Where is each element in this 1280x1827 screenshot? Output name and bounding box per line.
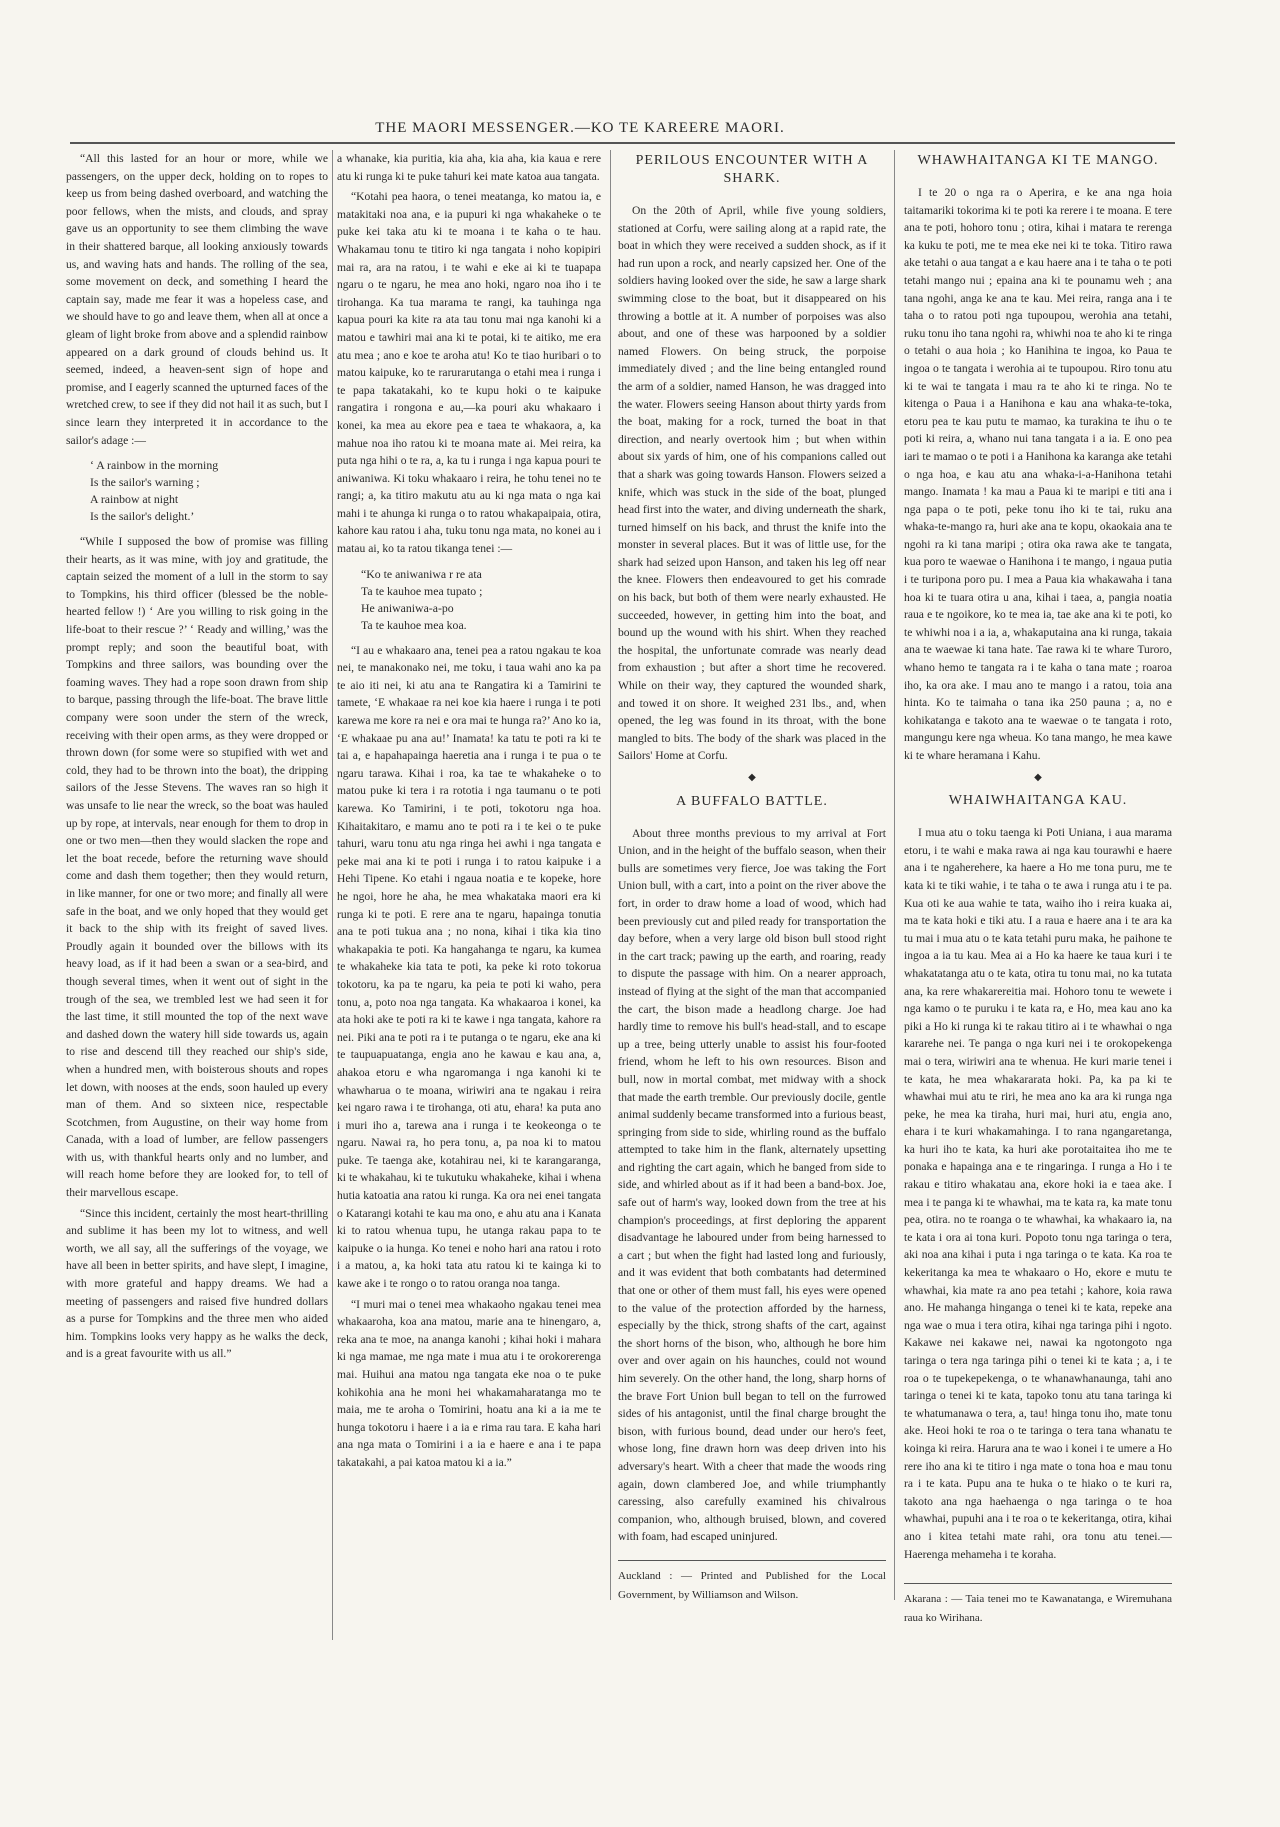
verse-line: He aniwaniwa-a-po: [361, 600, 454, 615]
article-paragraph: I mua atu o toku taenga ki Poti Uniana, i aua marama etoru, i te wahi e maka rawa ai nga kau tourawhi e haere ana i te ngaherehere, ka haere a Ho me tona puru, me te kata ki te tiki wahie, i te taha o te awa i runga atu i te pa. Kua oti ke aua wahie te tata, waiho iho i reira kuaka ai, ma te kata hoki e tiki atu. I a raua e haere ana i te ara ka tu mai i mua atu o te kata tetahi puru maka, he paihone te ingoa a ia tu kau. Mea ai a Ho ka haere ke taua kuri i te whakatatanga atu o te kata, otira tu tonu mai, no ka tutata ana, ka rere whakarereitia mai. Hohoro tonu te wewete i nga kamo o te puruku i te kata ra, e Ho, mea kau ano ka piki a Ho ki runga ki te rakau titiro ai i te whawhai o nga kararehe nei. Te panga o nga kuri nei i te orokopekenga mai o tera, wiriwiri ana te whenua. He kuri marie tenei i te kata, he mea whakararata hoki. Pa, ka pa ki te whawhai mui atu te riri, he mea ano ka ara ki runga nga peke, he mea ka tiraha, huri mai, huri atu, engia ano, ehara i te kuri whakamahinga. I to rana ngangaretanga, ka huri iho te kata, ka huri ake porotaitaitea iho me te ponaka e hapainga ana e te ringaringa. I runga a Ho i te rakau e titiro whakatau ana, ekore hoki ia e taea ake. I mea i te panga ki te whawhai, ma te kata ra, ka mate tonu pea, otira. no te roanga o te whawhai, ka whakaaro ia, na te kata i ora ai tona kuri. Popoto tonu nga taringa o tera, aki noa ana kihai i puta i nga taringa o te kata. Ka roa te kekeritanga ka mea te whakaaro o Ho, ekore e mutu te whawhai, kia mate ra ano pea tetahi ; kahore, koia rawa ano. He mahanga hinganga o tenei ki te kata, repeke ana nga wae o mua i tera otira, kihai nga taringa pihi i ngoto. Kakawe nei kakawe nei, nawai ka ngotongoto nga taringa o tera nga taringa pihi o tenei ki te kata ; a, i te roa o te tupekepekenga, o te whanawhanaunga, tahi ano taringa o tenei ki te kata, tapoko tonu atu tana taringa ki te whatumanawa o tera, a, tau! hinga tonu iho, mate tonu ake. Heoi hoki te roa o te taringa o tera tana whanatu te koinga ki reira. Harura ana te wao i konei i te umere a Ho rere iho ana ki te titiro i nga mate o tona hoa e mau tonu ra i te kata. Pupu ana te huka o te hiako o te kuri ra, takoto ana nga haehaenga o nga taringa o te hoa whawhai, pupuhi ana i te roa o te kekeritanga, otira, kihai ano i kitea tetahi mate rahi, ora tonu atu tenei.—Haerenga mehameha i te koraha.: [904, 826, 1172, 1561]
verse-line: A rainbow at night: [90, 492, 179, 507]
column-1: [66, 150, 328, 1710]
column-4: [904, 150, 1172, 1710]
article-paragraph: “Kotahi pea haora, o tenei meatanga, ko matou ia, e matakitaki noa ana, e ia pupuri ki nga whakaheke o te puke kei taka atu ki te moana i te kaha o te hau. Whakamau tonu te titiro ki nga tangata i noho kopipiri mai ra, ara na ratou, i te wahi e eke ai ki te tuapapa ngaru o te ngaru, he mea ano hoki, ngaro noa iho i te tirohanga. Ka tua marama te rangi, ka tauhinga nga kapua pouri ka kite ra ata tau tonu mai nga kanohi ki a matou e tawhiri mai ana ki te potai, ki te aitiko, me era atu mea ; ano e koe te aroha atu! Ko te tiao huribari o to matou kaipuke, ko te rarurarutanga o etahi mea i runga i te papa takatakahi, ko te kupu hoki o te kaipuke rangatira i rongona e au,—ka pouri aku whakaaro i konei, ka mea au ekore pea e taea te whakaora, a, ka mahue noa iho ratou ki te moana mate ai. Mei reira, ka puta nga hihi o te ra, a, ka tu i runga i nga kapua pouri te aniwaniwa. Ki toku whakaaro i reira, he tohu tenei no te rangi; a, ka titiro makutu atu au ki nga mata o nga kai mahi i te ahunga ki runga o to ratou whakapaipaia, otira, kahore kau ratou i aha, tuku tonu nga mata, no konei au i matau ai, ko ta ratou tikanga tenei :—: [337, 190, 601, 556]
headline-kau: WHAIWHAITANGA KAU.: [948, 793, 1128, 809]
masthead-rule: [70, 142, 1175, 144]
verse-line: “Ko te aniwaniwa r re ata: [361, 566, 482, 581]
verse-line: ‘ A rainbow in the morning: [90, 458, 219, 473]
divider-ornament: ◆: [748, 772, 756, 783]
article-paragraph: “Since this incident, certainly the most heart-thrilling and sublime it has been my lot to witness, and well worth, we all say, all the sufferings of the voyage, we have all been in better spirits, and have slept, I imagine, with more grateful and happy dreams. We had a meeting of passengers and raised five hundred dollars as a purse for Tompkins and the three men who aided him. Tompkins looks very happy as he walks the deck, and is a great favourite with us all.”: [66, 1206, 328, 1361]
headline-buffalo: A BUFFALO BATTLE.: [676, 793, 828, 809]
column-2: [337, 150, 601, 1670]
article-paragraph: On the 20th of April, while five young soldiers, stationed at Corfu, were sailing along at a rapid rate, the boat in which they were received a sudden shock, as if it had run upon a rock, and nearly capsized her. One of the soldiers having looked over the side, he saw a large shark swimming close to the boat, but it disappeared on his throwing a bottle at it. A number of porpoises was also about, and one of these was harpooned by a soldier named Flowers. On being struck, the porpoise immediately dived ; and the line being entangled round the arm of a soldier, named Hanson, he was dragged into the water. Flowers seeing Hanson about thirty yards from the boat, making for a rock, turned the boat in that direction, and nearly overtook him ; but when within about six yards of him, one of his companions called out that a shark was going towards Hanson. Flowers seized a knife, which was stuck in the side of the boat, plunged head first into the water, and diving underneath the shark, turned himself on his back, and thrust the knife into the monster in several places. But it was of little use, for the shark had seized upon Hanson, and taken his leg off near the knee. Flowers then endeavoured to get his comrade on his back, but both of them were nearly exhausted. He succeeded, however, in getting him into the boat, and bound up the wound with his shirt. When they reached the hospital, the unfortunate comrade was nearly dead from exhaustion ; but after a short time he recovered. While on their way, they captured the wounded shark, and towed it on shore. It weighed 231 lbs., and, when opened, the leg was found in its throat, with the bone mangled to bits. The body of the shark was placed in the Sailors' Home at Corfu.: [618, 204, 886, 763]
divider-ornament: ◆: [1034, 771, 1042, 783]
article-paragraph: “I muri mai o tenei mea whakaoho ngakau tenei mea whakaaroha, koa ana matou, marie ana te hinengaro, a, reka ana te moe, na ananga kanohi ; kihai hoki i mahara ki nga mamae, me nga mate i mua atu i te orokorerenga mai. Huihui ana matou nga tangata eke noa o te puke kohikohia ana he moni hei whakamaharatanga mo te maia, me te aroha o Tomirini, hoatu ana ki a ia me te hunga tokotoru i haere i a ia e rima rau tara. E kaha hari ana nga mata o Tomirini i a ia e haere e ana i te papa takatakahi, a pai katoa matou ki a ia.”: [337, 1297, 601, 1469]
column-divider: [332, 150, 333, 1640]
masthead: THE MAORI MESSENGER.—KO TE KAREERE MAORI.: [375, 120, 785, 136]
imprint: Auckland : — Printed and Published for the Local Government, by Williamson and Wilson.: [618, 1560, 886, 1605]
verse-line: Is the sailor's delight.’: [90, 509, 195, 524]
article-paragraph: “While I supposed the bow of promise was filling their hearts, as it was mine, with joy and gratitude, the captain seized the moment of a lull in the storm to say to Tompkins, his third officer (blessed be the noble-hearted fellow !) ‘ Are you willing to risk going in the life-boat to their rescue ?’ ‘ Ready and willing,’ was the prompt reply; and soon the beautiful boat, with Tompkins and three sailors, was bounding over the foaming waves. They had a rope soon drawn from ship to barque, passing through the life-boat. The brave little company were soon under the stern of the wreck, receiving with their open arms, as they were dropped or thrown down (for some were so stupified with wet and cold, they had to be thrown into the boat), the dripping sailors of the Jesse Stevens. The waves ran so high it was unsafe to lie near the wreck, so the boat was hauled up by rope, at intervals, near enough for them to drop in one or two men—then they would slacken the rope and let the boat recede, before the returning wave should come and dash them together; then they would return, in like manner, for one or two more; and finally all were safe in the boat, and we only hoped that they would get it back to the ship with its freight of saved lives. Proudly again it bounded over the billows with its heavy load, as if it had been a swan or a sea-bird, and though several times, when it went out of sight in the trough of the sea, we trembled lest we had seen it for the last time, it still mounted the top of the next wave and dashed down the watery hill side towards us, again to rise and descend till they reached our ship's side, when a hundred men, with boisterous shouts and ropes let down, with nooses at the ends, soon hauled up every man of them. And so sixteen nice, respectable Scotchmen, from Augustine, on their way home from Canada, with a load of lumber, are fellow passengers with us, with thankful hearts only and no lumber, and will reach home before they are looked for, to tell of their marvellous escape.: [66, 535, 328, 1200]
article-paragraph: “All this lasted for an hour or more, while we passengers, on the upper deck, holding on to ropes to keep us from being dashed overboard, and watching the poor fellows, when the mists, and clouds, and spray gave us an opportunity to see them climbing the wave in their shattered barque, all looking anxiously towards us, and waving hats and hands. The rolling of the sea, some movement on deck, and something I heard the captain say, made me fear it was a hopeless case, and we should have to go and leave them, when all at once a gleam of light broke from above and a splendid rainbow appeared on a dark ground of clouds behind us. It seemed, indeed, a heaven-sent sign of hope and promise, and I eagerly scanned the upturned faces of the wretched crew, to see if they did not hail it as such, but I since learn they interpreted it in accordance to the sailor's adage :—: [66, 152, 328, 447]
column-divider: [894, 150, 895, 1600]
verse-line: Ta te kauhoe mea tupato ;: [361, 583, 483, 598]
article-paragraph: a whanake, kia puritia, kia aha, kia aha, kia kaua e rere atu ki runga ki te puke tahuri kei mate katoa aua tangata.: [337, 152, 601, 183]
maori-verse: [361, 566, 601, 634]
rainbow-verse: [90, 457, 328, 525]
verse-line: Ta te kauhoe mea koa.: [361, 617, 467, 632]
article-paragraph: I te 20 o nga ra o Aperira, e ke ana nga hoia taitamariki tokorima ki te poti ka rerere i te moana. E tere ana te poti, hohoro tonu ; otira, kihai i matara te rerenga ka kuku te poti, me te mea eke nei ki te toka. Titiro rawa ake tetahi o aua tangat a e kau haere ana i te taha o te poti tetahi mango nui ; epaina ana ki te pounamu weh ; ana tana ngohi, anga ke ana te kau. Mei reira, ranga ana i te taha o to ratou poti nga tupoupou, werohia ana tetahi, ruku tonu iho tana ngohi ra, whiwhi noa te aho ki te ringa o tetahi o aua hoia ; ko Hanihina te ingoa, ko Paua te ingoa o te tangata i werohia ai te tupoupou. Riro tonu atu ki te wai te tangata i mau ra te aho ki te ringa. No te kitenga o Paua i a Hanihona e kau ana whaka-te-toka, etoru pea te kau putu te mamao, ka turakina te ihu o te poti ki reira, a, whano nui tana tangata i a ia. E ono pea iari te mamao o te poti i a Hanihona ka karanga ake tetahi o nga hoa, e kau atu ana whaka-i-a-Hanihona tetahi mango. Inamata ! ka mau a Paua ki te maripi e titi ana i nga papa o te poti, peke tonu iho ki te tai, ruku ana whaka-te-mango ra, huri ake ana te kopu, okaokaia ana te ngohi ra ki tana maripi ; otira oka rawa ake te tangata, kua poro te waewae o Hanihona i te mango, i ngaua putia i te turipona poro pu. I mea a Paua kia whakawaha i tana hoa ki te tuara otira u ana, kihai i taea, a, pangia noatia raua e te ngoikore, ko te mea ia, tae ake ana ki te poti, ko te whiwhi noa i a ia, a, whakaputaina ana ki runga, takaia ana te waewae ki tana hate. Tae rawa ki te whare Turoro, whano hemo te tangata ra i te kaha o tana mate ; roaroa iho, ka ora ake. I mau ano te mango i a ratou, toia ana hinta. Ko te taimaha o tana ika 250 pauna ; a, no e kohikatanga e takoto ana te waewae o te tangata i roto, mangungu kere nga wheua. Ko tana mango, he mea kawe ki te whare heramana i Kahu.: [904, 186, 1172, 762]
article-paragraph: About three months previous to my arrival at Fort Union, and in the height of the buffalo season, when their bulls are sometimes very fierce, Joe was taking the Fort Union bull, with a cart, into a point on the river above the fort, in order to draw home a load of wood, which had been previously cut and piled ready for transportation the day before, when a very large old bison bull stood right in the cart track; pawing up the earth, and roaring, ready to dispute the passage with him. On a nearer approach, instead of flying at the sight of the man that accompanied the cart, the bison made a headlong charge. Joe had hardly time to remove his bull's head-stall, and to escape up a tree, being utterly unable to assist his four-footed friend, whom he left to his own resources. Bison and bull, now in mortal combat, met midway with a shock that made the earth tremble. Our previously docile, gentle animal suddenly became transformed into a furious beast, springing from side to side, whirling round as the buffalo attempted to take him in the flank, alternately upsetting and righting the cart again, which he banged from side to side, and whirled about as if it had been a band-box. Joe, safe out of harm's way, looked down from the tree at his champion's proceedings, at first deploring the apparent disadvantage he laboured under from being harnessed to a cart ; but when the fight had lasted long and furiously, and it was evident that both combatants had determined that one or other of them must fall, his eyes were opened to the value of the protection afforded by the harness, especially by the thick, strong shafts of the cart, against the short horns of the bison, who, although he bore him over and over again on his haunches, could not wound him severely. On the other hand, the long, sharp horns of the brave Fort Union bull began to tell on the furrowed sides of his antagonist, until the final charge brought the bison, with furious bound, dead under our hero's feet, whose long, fine drawn horn was deep driven into his adversary's heart. With a cheer that made the woods ring again, down clambered Joe, and while triumphantly caressing, also carefully examined his chivalrous companion, who, although bruised, blown, and covered with foam, had escaped uninjured.: [618, 826, 886, 1544]
headline-mango: WHAWHAITANGA KI TE MANGO.: [917, 153, 1159, 168]
column-divider: [610, 150, 611, 1600]
publisher-note: Akarana : — Taia tenei mo te Kawanatanga, e Wiremuhana raua ko Wirihana.: [904, 1583, 1172, 1628]
verse-line: Is the sailor's warning ;: [90, 475, 200, 490]
headline-shark: PERILOUS ENCOUNTER WITH A SHARK.: [635, 153, 869, 186]
column-3: [618, 150, 886, 1710]
article-paragraph: “I au e whakaaro ana, tenei pea a ratou ngakau te koa nei, te manakonako nei, me toku, i taua wahi ano ka pa te aio iti nei, ki atu ana te Rangatira ki a Tamirini te tamete, ‘E whakaae ra nei koe kia haere i runga i te poti karewa me kore ra nei e ora mai te hunga ra?’ Ano ko ia, ‘E whakaae pu ana au!’ Inamata! ka tatu te poti ra ki te tai a, e hapahapainga haeretia ana i runga i te pua o te ngaru tarawa. Kihai i roa, ka tae te whakaheke o to matou puke ki tera i ra rototia i nga taumanu o te poti karewa. Ko Tamirini, i te poti, tokotoru nga hoa. Kihaitakitaro, e mamu ano te poti ra i te kei o te puke tahuri, waru tonu atu nga ringa hei awhi i nga tangata e peke mai ana ki te poti i runga i to ratou kaipuke i a Hehi Tipene. Ko etahi i ngaua noatia e te kopeke, hore he ngoi, hore he aha, he mea whakataka maori era ki runga ki te poti. E rere ana te ngaru, hapainga tonutia ana te poti tukua ana ; no nona, kihai i tika kia tino whakapakia te poti. Ka hangahanga te ngaru, ka kumea te whakaheke kia tata te poti, ka peke ki roto tokorua tokotoru, ka pa te ngaru, ka peia te poti ki waho, pera tonu, a, poto noa nga tangata. Ka whakaaroa i konei, ka ata hoki ake te poti ra ki te kawe i nga tangata, kahore ra nei. Piki ana te poti ra i te putanga o te ngaru, eke ana ki te taupuapuatanga, engia ano he kawau e kau ana, a, ahakoa etoru e wha ngaromanga i nga kanohi ki te whawharua o te moana, wiriwiri ana te ngakau i reira kei ngaro rawa i te tirohanga, oti atu, ehara! ka puta ano i muri iho a, tarewa ana i runga i te keokeonga o te ngaru. Nawai ra, ho pera tonu, a, pa noa ki to matou puke. Te taenga ake, kotahirau nei, ki te karangaranga, ki te whakahau, ki te tukutuku whakaheke, kihai i whena hutia katoatia ana ratou ki runga. Ka ora nei enei tangata o Katarangi kotahi te kau ma ono, e ahu atu ana i Kanata ki to ratou whenua tupu, he utanga rakau papa to te kaipuke o ia hunga. Ko tenei e noho hari ana ratou i roto i a matou, a, ka hoki tata atu ratou ki te kainga ki to kawe ake i te rongo o to ratou oranga noa tanga.: [337, 643, 601, 1291]
